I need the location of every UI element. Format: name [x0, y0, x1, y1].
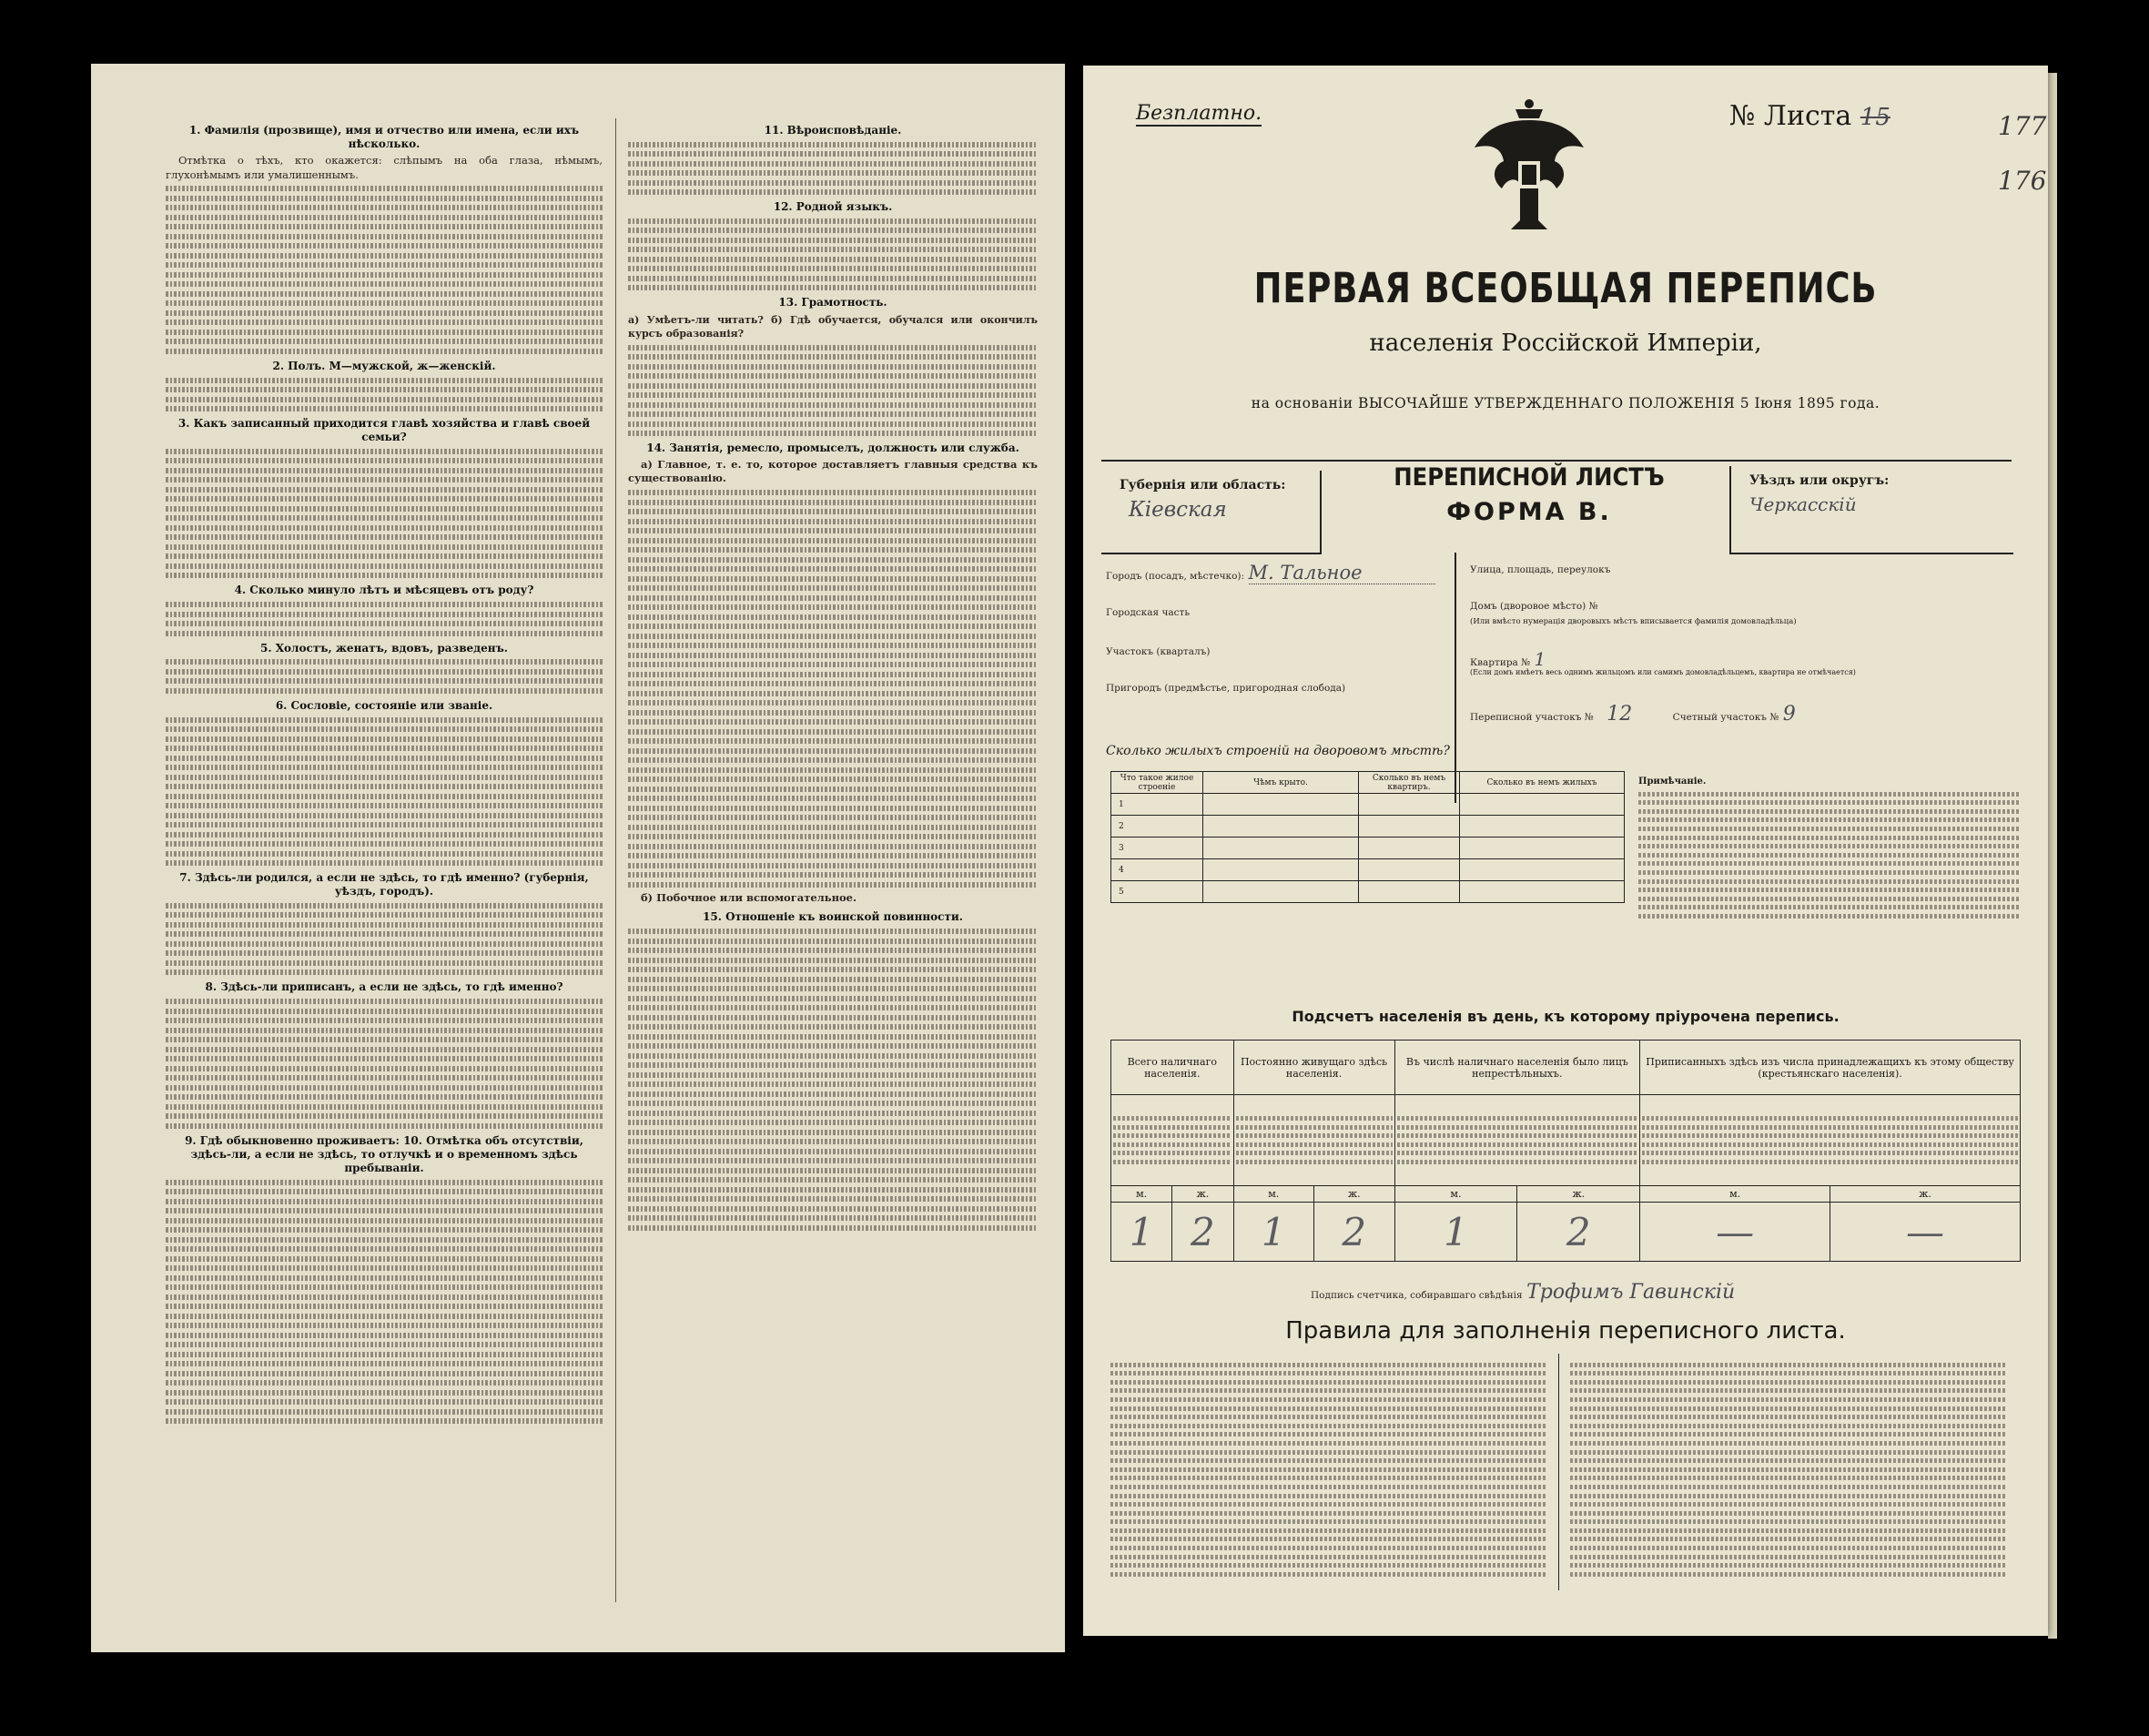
- district-value: Черкасскій: [1749, 493, 1857, 515]
- apartment-value: 1: [1534, 648, 1546, 670]
- instr-heading-13: 13. Грамотность.: [778, 296, 887, 310]
- row-number: 3: [1111, 838, 1203, 859]
- row-number: 4: [1111, 859, 1203, 881]
- buildings-row: [1111, 816, 1625, 838]
- sex-label: ж.: [1314, 1186, 1395, 1203]
- buildings-header: Чѣмъ крыто.: [1203, 772, 1359, 794]
- instr-body-text: [628, 929, 1038, 1231]
- instr-heading-7: 7. Здѣсь-ли родился, а если не здѣсь, то гдѣ именно? (губернія, уѣздъ, городъ).: [179, 871, 589, 898]
- rules-text-col2: [1570, 1358, 2007, 1580]
- sex-label: ж.: [1172, 1186, 1233, 1203]
- city-part-field: [1106, 604, 1190, 619]
- sex-label: м.: [1111, 1186, 1172, 1203]
- buildings-header: Что такое жилое строеніе: [1111, 772, 1203, 794]
- census-subtitle: населенія Россійской Имперіи,: [1369, 330, 1762, 357]
- address-divider: [1455, 553, 1456, 803]
- population-header: Всего наличнаго населенія.: [1111, 1041, 1234, 1095]
- instr-body-text: [166, 1180, 603, 1425]
- census-district-value: 12: [1607, 703, 1633, 726]
- population-desc: [1113, 1116, 1232, 1164]
- population-desc: [1236, 1116, 1393, 1164]
- instr-body-text: [166, 602, 603, 636]
- buildings-header: Сколько въ немъ квартиръ.: [1359, 772, 1460, 794]
- buildings-row: [1111, 881, 1625, 903]
- instr-body-text: [166, 186, 603, 354]
- sex-label: м.: [1233, 1186, 1313, 1203]
- apartment-note: (Если домъ имѣетъ весь однимъ жильцомъ или самимъ домовладѣльцемъ, квартира не отмѣчается): [1470, 668, 1856, 676]
- rules-text-col1: [1110, 1358, 1547, 1580]
- city-part-label: Городская часть: [1106, 607, 1191, 618]
- note-label: Примѣчаніе.: [1638, 777, 1707, 787]
- district-box: [1729, 466, 2013, 554]
- sex-label: м.: [1394, 1186, 1517, 1203]
- buildings-header: Сколько въ немъ жилыхъ: [1460, 772, 1625, 794]
- instr-body-text: [628, 142, 1038, 196]
- precinct-field: [1106, 644, 1210, 658]
- house-note: (Или вмѣсто нумерація дворовыхъ мѣстъ вписывается фамилія домовладѣльца): [1470, 617, 1797, 626]
- instr-heading-11: 11. Вѣроисповѣданіе.: [764, 124, 902, 137]
- instr-body-text: [166, 717, 603, 867]
- sheet-number-value: 15: [1860, 104, 1891, 131]
- population-value: —: [1640, 1203, 1830, 1262]
- instr-heading-15: 15. Отношеніе къ воинской повинности.: [703, 910, 963, 924]
- city-value: М. Тальное: [1249, 562, 1435, 584]
- archive-number-2: 176: [1998, 166, 2047, 196]
- sex-label: м.: [1640, 1186, 1830, 1203]
- sheet-number: [1729, 100, 1891, 132]
- signature-label: Подпись счетчика, собиравшаго свѣдѣнія: [1311, 1290, 1523, 1301]
- instr-heading-2: 2. Полъ. М—мужской, ж—женскій.: [272, 359, 496, 372]
- sheet-number-label: № Листа: [1729, 100, 1852, 132]
- page-edge: [2048, 73, 2057, 1639]
- population-header: Приписанныхъ здѣсь изъ числа принадлежащихъ къ этому обществу (крестьянскаго населенія).: [1640, 1041, 2021, 1095]
- population-header: Въ числѣ наличнаго населенія было лицъ непрестѣльныхъ.: [1394, 1041, 1640, 1095]
- city-label: Городъ (посадъ, мѣстечко):: [1106, 571, 1245, 582]
- buildings-row: [1111, 838, 1625, 859]
- row-number: 1: [1111, 794, 1203, 816]
- population-desc: [1397, 1116, 1638, 1164]
- signature-field: [1311, 1281, 1735, 1304]
- population-title: Подсчетъ населенія въ день, къ которому пріурочена перепись.: [1292, 1008, 1840, 1025]
- form-title: ПЕРЕПИСНОЙ ЛИСТЪ: [1394, 463, 1665, 492]
- counting-district-label: Счетный участокъ №: [1672, 712, 1779, 723]
- instr-text-1: Отмѣтка о тѣхъ, кто окажется: слѣпымъ на оба глаза, нѣмымъ, глухонѣмымъ или умалишеннымъ.: [166, 154, 603, 181]
- instr-body-text: [166, 378, 603, 412]
- archive-number-1: 177: [1998, 111, 2047, 141]
- instr-body-text: [628, 218, 1038, 291]
- instr-heading-14: 14. Занятія, ремесло, промыселъ, должность или служба.: [646, 442, 1019, 455]
- legal-basis: на основаніи ВЫСОЧАЙШЕ УТВЕРЖДЕННАГО ПОЛОЖЕНІЯ 5 Іюня 1895 года.: [1251, 395, 1880, 411]
- suburb-field: [1106, 680, 1345, 695]
- population-desc: [1642, 1116, 2018, 1164]
- buildings-question: Сколько жилыхъ строеній на дворовомъ мѣстѣ?: [1106, 744, 1450, 758]
- population-value: 2: [1172, 1203, 1233, 1262]
- census-district-field: [1470, 703, 1796, 726]
- population-desc-row: [1111, 1095, 2021, 1186]
- column-divider: [615, 118, 616, 1602]
- apartment-field: [1470, 648, 1546, 670]
- population-value: 1: [1233, 1203, 1313, 1262]
- rules-title: Правила для заполненія переписного листа.: [1285, 1317, 1846, 1345]
- buildings-table: [1110, 771, 1625, 903]
- row-number: 5: [1111, 881, 1203, 903]
- population-table: [1110, 1040, 2021, 1262]
- census-title: ПЕРВАЯ ВСЕОБЩАЯ ПЕРЕПИСЬ: [1253, 264, 1878, 312]
- instr-heading-4: 4. Сколько минуло лѣтъ и мѣсяцевъ отъ роду?: [234, 584, 534, 597]
- instr-body-text: [628, 345, 1038, 437]
- signature-value: Трофимъ Гавинскій: [1526, 1281, 1736, 1304]
- instr-heading-1: 1. Фамилія (прозвище), имя и отчество или имена, если ихъ нѣсколько.: [188, 124, 580, 151]
- instr-heading-6: 6. Сословіе, состояніе или званіе.: [275, 698, 493, 712]
- instr-heading-3: 3. Какъ записанный приходится главѣ хозяйства и главѣ своей семьи?: [177, 417, 591, 444]
- instr-body-text: [166, 449, 603, 579]
- header-rule: [1101, 460, 2012, 462]
- instr-heading-12: 12. Родной языкъ.: [773, 200, 893, 214]
- house-label: Домъ (дворовое мѣсто) №: [1470, 601, 1598, 612]
- suburb-label: Пригородъ (предмѣстье, пригородная слобода): [1106, 683, 1346, 694]
- rules-divider: [1558, 1354, 1559, 1590]
- population-value: —: [1830, 1203, 2021, 1262]
- literacy-subheads: а) Умѣетъ-ли читать? б) Гдѣ обучается, обучался или окончилъ курсъ образованія?: [628, 313, 1038, 340]
- double-headed-eagle-emblem: [1465, 93, 1593, 239]
- note-text: [1638, 792, 2021, 919]
- population-sex-row: [1111, 1186, 2021, 1203]
- province-box: [1101, 471, 1322, 554]
- population-values-row: [1111, 1203, 2021, 1262]
- apartment-label: Квартира №: [1470, 657, 1531, 668]
- house-field: [1470, 598, 1598, 613]
- population-header: Постоянно живущаго здѣсь населенія.: [1233, 1041, 1394, 1095]
- instr-heading-8: 8. Здѣсь-ли приписанъ, а если не здѣсь, то гдѣ именно?: [205, 980, 563, 994]
- instr-body-text: [166, 903, 603, 976]
- population-value: 2: [1517, 1203, 1640, 1262]
- counting-district-value: 9: [1782, 703, 1796, 726]
- sex-label: ж.: [1517, 1186, 1640, 1203]
- street-field: [1470, 562, 1610, 576]
- instr-body-text: [166, 999, 603, 1129]
- form-code: ФОРМА В.: [1446, 498, 1612, 526]
- sex-label: ж.: [1830, 1186, 2021, 1203]
- instructions-column-1: [166, 118, 603, 1593]
- instr-heading-9: 9. Гдѣ обыкновенно проживаетъ: 10. Отмѣтка объ отсутствіи, здѣсь-ли, а если не здѣсь, то отлучкѣ и о временномъ здѣсь пребываніи.: [185, 1133, 583, 1175]
- instr-body-text: [166, 659, 603, 694]
- census-district-label: Переписной участокъ №: [1470, 712, 1594, 723]
- instr-body-text: [628, 490, 1038, 888]
- precinct-label: Участокъ (кварталъ): [1106, 646, 1211, 657]
- note-block: [1638, 776, 2021, 923]
- occupation-main: а) Главное, т. е. то, которое доставляетъ главныя средства къ существованію.: [628, 458, 1038, 485]
- province-value: Кіевская: [1129, 498, 1227, 522]
- population-value: 1: [1111, 1203, 1172, 1262]
- right-page: [1083, 66, 2048, 1636]
- province-label: Губернія или область:: [1120, 478, 1286, 492]
- buildings-header-row: [1111, 772, 1625, 794]
- district-label: Уѣздъ или округъ:: [1749, 473, 1890, 488]
- population-value: 1: [1394, 1203, 1517, 1262]
- street-label: Улица, площадь, переулокъ: [1470, 564, 1611, 575]
- instructions-column-2: [628, 118, 1038, 1593]
- occupation-secondary: б) Побочное или вспомогательное.: [641, 891, 857, 905]
- city-field: [1106, 562, 1435, 584]
- left-page: [91, 64, 1065, 1652]
- instr-heading-5: 5. Холостъ, женатъ, вдовъ, разведенъ.: [260, 641, 508, 655]
- buildings-row: [1111, 794, 1625, 816]
- population-value: 2: [1314, 1203, 1395, 1262]
- population-header-row: [1111, 1041, 2021, 1095]
- buildings-row: [1111, 859, 1625, 881]
- row-number: 2: [1111, 816, 1203, 838]
- free-of-charge-label: Безплатно.: [1136, 102, 1262, 125]
